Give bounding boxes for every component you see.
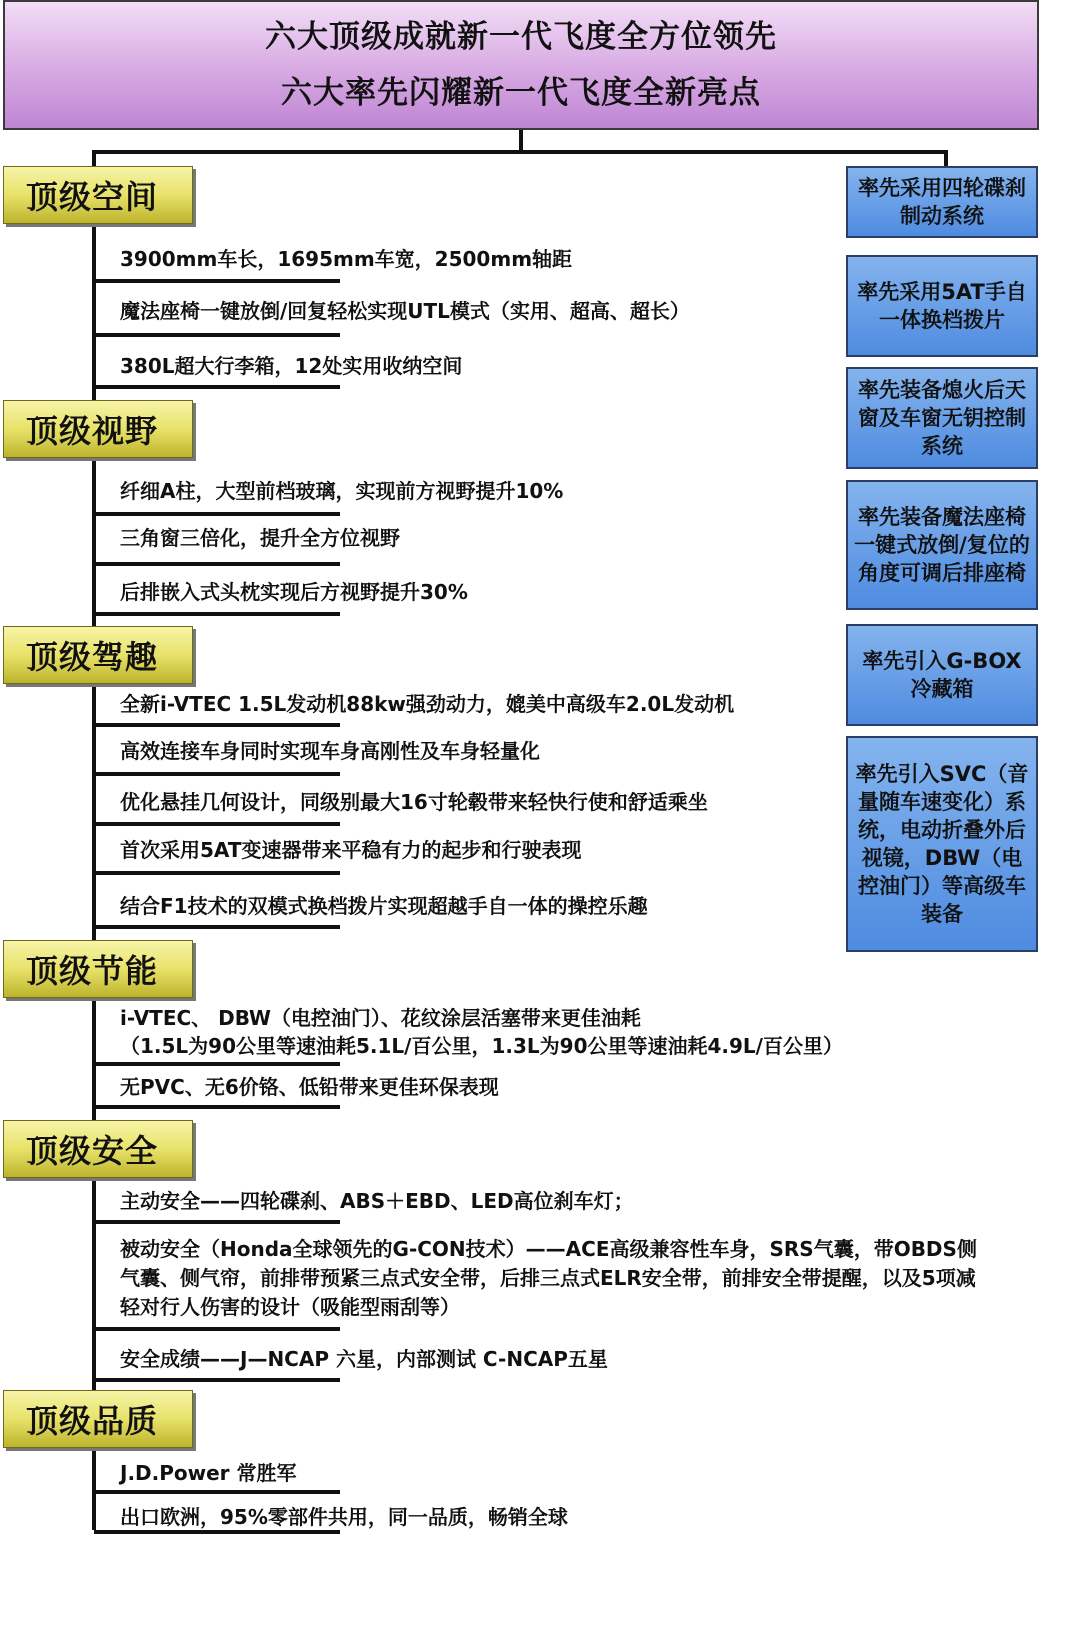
visibility-item-2: 三角窗三倍化，提升全方位视野 bbox=[120, 526, 400, 550]
category-efficiency: 顶级节能 bbox=[3, 940, 193, 998]
title-line-2: 六大率先闪耀新一代飞度全新亮点 bbox=[281, 75, 761, 111]
first-item-disc-brakes: 率先采用四轮碟刹制动系统 bbox=[846, 166, 1038, 238]
item-underline bbox=[94, 723, 340, 727]
item-underline bbox=[94, 1490, 340, 1494]
item-underline bbox=[94, 333, 340, 337]
title-connector bbox=[519, 130, 523, 152]
space-item-1: 3900mm车长，1695mm车宽，2500mm轴距 bbox=[120, 247, 573, 271]
page-title bbox=[3, 0, 1039, 130]
item-underline bbox=[94, 279, 340, 283]
item-underline bbox=[94, 1105, 340, 1109]
driving-item-1: 全新i-VTEC 1.5L发动机88kw强劲动力，媲美中高级车2.0L发动机 bbox=[120, 692, 735, 716]
item-underline bbox=[94, 822, 340, 826]
item-underline bbox=[94, 871, 340, 875]
category-driving: 顶级驾趣 bbox=[3, 626, 193, 684]
driving-item-4: 首次采用5AT变速器带来平稳有力的起步和行驶表现 bbox=[120, 838, 582, 862]
first-item-keyless-windows: 率先装备熄火后天窗及车窗无钥控制系统 bbox=[846, 367, 1038, 469]
efficiency-item-1: i-VTEC、 DBW（电控油门）、花纹涂层活塞带来更佳油耗 bbox=[120, 1006, 641, 1030]
category-safety: 顶级安全 bbox=[3, 1120, 193, 1178]
item-underline bbox=[94, 1220, 340, 1224]
item-underline bbox=[94, 1062, 340, 1066]
visibility-item-3: 后排嵌入式头枕实现后方视野提升30% bbox=[120, 580, 468, 604]
title-line-1: 六大顶级成就新一代飞度全方位领先 bbox=[265, 19, 777, 55]
item-underline bbox=[94, 925, 340, 929]
space-item-2: 魔法座椅一键放倒/回复轻松实现UTL模式（实用、超高、超长） bbox=[120, 299, 690, 323]
safety-item-2: 被动安全（Honda全球领先的G-CON技术）——ACE高级兼容性车身，SRS气囊，带OBDS侧气囊、侧气帘，前排带预紧三点式安全带，后排三点式ELR安全带，前排安全带提醒，以及5项减轻对行人伤害的设计（吸能型雨刮等） bbox=[120, 1237, 977, 1319]
first-item-svc: 率先引入SVC（音量随车速变化）系统，电动折叠外后视镜，DBW（电控油门）等高级车装备 bbox=[846, 736, 1038, 952]
item-underline bbox=[94, 562, 340, 566]
category-space: 顶级空间 bbox=[3, 166, 193, 224]
item-underline bbox=[94, 512, 340, 516]
top-horizontal-connector bbox=[92, 150, 948, 154]
right-vertical-connector bbox=[944, 150, 948, 166]
driving-item-5: 结合F1技术的双模式换档拨片实现超越手自一体的操控乐趣 bbox=[120, 894, 648, 918]
safety-item-3: 安全成绩——J—NCAP 六星，内部测试 C-NCAP五星 bbox=[120, 1347, 608, 1371]
left-vertical-connector bbox=[92, 150, 96, 1530]
visibility-item-1: 纤细A柱，大型前档玻璃，实现前方视野提升10% bbox=[120, 479, 564, 503]
quality-item-1: J.D.Power 常胜军 bbox=[120, 1461, 297, 1485]
item-underline bbox=[94, 772, 340, 776]
quality-item-2: 出口欧洲，95%零部件共用，同一品质，畅销全球 bbox=[120, 1505, 568, 1529]
item-underline bbox=[94, 612, 340, 616]
driving-item-3: 优化悬挂几何设计，同级别最大16寸轮毂带来轻快行使和舒适乘坐 bbox=[120, 790, 708, 814]
first-item-gbox: 率先引入G-BOX冷藏箱 bbox=[846, 624, 1038, 726]
item-underline bbox=[94, 1530, 340, 1534]
space-item-3: 380L超大行李箱，12处实用收纳空间 bbox=[120, 354, 463, 378]
item-underline bbox=[94, 385, 340, 389]
efficiency-item-2: 无PVC、无6价铬、低铅带来更佳环保表现 bbox=[120, 1075, 499, 1099]
item-underline bbox=[94, 1378, 340, 1382]
category-visibility: 顶级视野 bbox=[3, 400, 193, 458]
first-item-magic-seats: 率先装备魔法座椅一键式放倒/复位的角度可调后排座椅 bbox=[846, 480, 1038, 610]
item-underline bbox=[94, 1327, 340, 1331]
category-quality: 顶级品质 bbox=[3, 1390, 193, 1448]
driving-item-2: 高效连接车身同时实现车身高刚性及车身轻量化 bbox=[120, 739, 540, 763]
safety-item-1: 主动安全——四轮碟刹、ABS＋EBD、LED高位刹车灯； bbox=[120, 1189, 634, 1213]
first-item-5at-paddles: 率先采用5AT手自一体换档拨片 bbox=[846, 255, 1038, 357]
efficiency-item-1-detail: （1.5L为90公里等速油耗5.1L/百公里，1.3L为90公里等速油耗4.9L/百公里） bbox=[120, 1034, 843, 1058]
